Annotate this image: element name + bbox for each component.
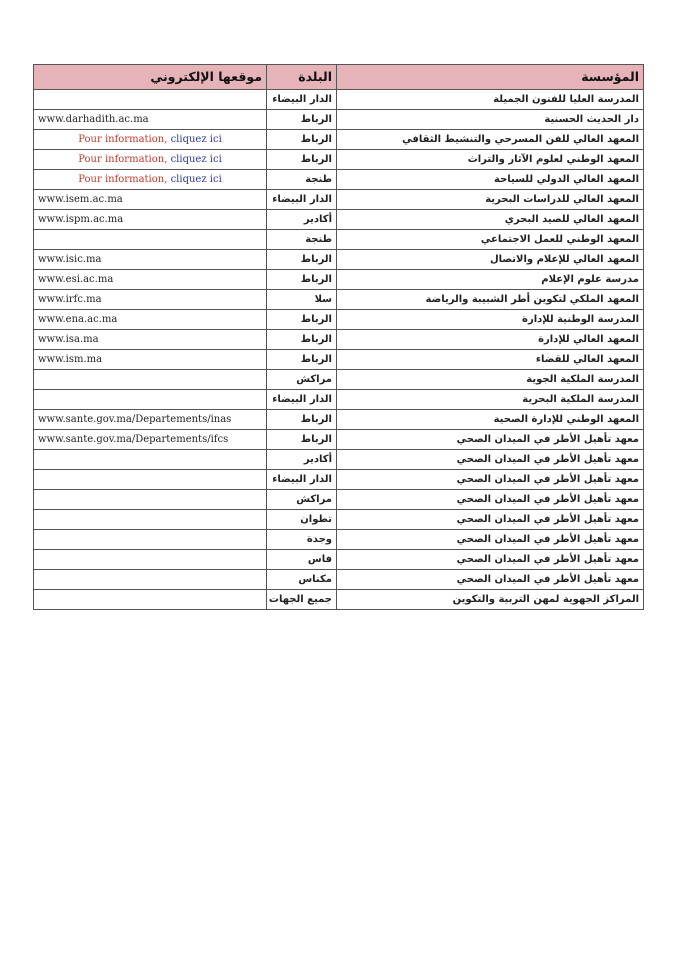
table-row — [34, 410, 644, 430]
institution-cell: المعهد العالي للصيد البحري — [337, 210, 644, 230]
institution-cell: المعهد العالي الدولي للسياحة — [337, 170, 644, 190]
table-row — [34, 470, 644, 490]
table-row — [34, 390, 644, 410]
institution-cell: دار الحديث الحسنية — [337, 110, 644, 130]
city-cell: مراكش — [267, 490, 337, 510]
website-cell: www.sante.gov.ma/Departements/inas — [34, 410, 267, 430]
website-cell — [34, 550, 267, 570]
city-cell: الرباط — [267, 430, 337, 450]
city-cell: أكادير — [267, 210, 337, 230]
table-row — [34, 490, 644, 510]
header-institution: المؤسسة — [337, 65, 644, 90]
header-city: البلدة — [267, 65, 337, 90]
city-cell: الرباط — [267, 130, 337, 150]
city-cell: سلا — [267, 290, 337, 310]
city-cell: الرباط — [267, 310, 337, 330]
city-cell: مراكش — [267, 370, 337, 390]
info-text: Pour information, — [78, 173, 168, 185]
table-row — [34, 330, 644, 350]
table-row — [34, 210, 644, 230]
city-cell: وجدة — [267, 530, 337, 550]
institution-cell: معهد تأهيل الأطر في الميدان الصحي — [337, 510, 644, 530]
table-row — [34, 150, 644, 170]
institution-cell: المدرسة الملكية البحرية — [337, 390, 644, 410]
table-row — [34, 90, 644, 110]
institution-cell: المعهد الوطني للعمل الاجتماعي — [337, 230, 644, 250]
table-row — [34, 310, 644, 330]
info-link[interactable]: cliquez ici — [170, 133, 222, 145]
city-cell: الدار البيضاء — [267, 90, 337, 110]
table-row — [34, 370, 644, 390]
institution-cell: معهد تأهيل الأطر في الميدان الصحي — [337, 470, 644, 490]
website-cell — [34, 530, 267, 550]
website-cell: www.isa.ma — [34, 330, 267, 350]
website-cell: www.sante.gov.ma/Departements/ifcs — [34, 430, 267, 450]
table-row — [34, 290, 644, 310]
city-cell: الرباط — [267, 270, 337, 290]
website-cell: www.ena.ac.ma — [34, 310, 267, 330]
institution-cell: المعهد العالي للدراسات البحرية — [337, 190, 644, 210]
table-row — [34, 530, 644, 550]
website-cell — [34, 470, 267, 490]
table-row — [34, 570, 644, 590]
institution-cell: معهد تأهيل الأطر في الميدان الصحي — [337, 570, 644, 590]
institution-cell: المعهد الوطني لعلوم الآثار والتراث — [337, 150, 644, 170]
table-row — [34, 550, 644, 570]
table-row — [34, 450, 644, 470]
table-row — [34, 130, 644, 150]
website-cell — [34, 370, 267, 390]
website-cell — [34, 90, 267, 110]
info-cell — [34, 130, 267, 150]
institution-cell: المعهد العالي للإعلام والاتصال — [337, 250, 644, 270]
table-row — [34, 510, 644, 530]
city-cell: طنجة — [267, 230, 337, 250]
institution-cell: المعهد العالي للفن المسرحي والتنشيط الثقافي — [337, 130, 644, 150]
table-row — [34, 350, 644, 370]
website-cell — [34, 490, 267, 510]
institution-cell: المدرسة الوطنية للإدارة — [337, 310, 644, 330]
table-row — [34, 250, 644, 270]
website-cell — [34, 390, 267, 410]
info-link[interactable]: cliquez ici — [170, 153, 222, 165]
institution-cell: معهد تأهيل الأطر في الميدان الصحي — [337, 490, 644, 510]
city-cell: الدار البيضاء — [267, 470, 337, 490]
city-cell: فاس — [267, 550, 337, 570]
table-row — [34, 230, 644, 250]
city-cell: مكناس — [267, 570, 337, 590]
website-cell — [34, 590, 267, 610]
institution-cell: المدرسة العليا للفنون الجميلة — [337, 90, 644, 110]
institution-cell: مدرسة علوم الإعلام — [337, 270, 644, 290]
website-cell: www.ispm.ac.ma — [34, 210, 267, 230]
website-cell: www.irfc.ma — [34, 290, 267, 310]
city-cell: طنجة — [267, 170, 337, 190]
table-row — [34, 170, 644, 190]
header-website: موقعها الإلكتروني — [34, 65, 267, 90]
website-cell — [34, 230, 267, 250]
city-cell: أكادير — [267, 450, 337, 470]
website-cell — [34, 570, 267, 590]
institution-cell: المعهد الوطني للإدارة الصحية — [337, 410, 644, 430]
city-cell: الدار البيضاء — [267, 190, 337, 210]
city-cell: جميع الجهات — [267, 590, 337, 610]
info-cell — [34, 150, 267, 170]
city-cell: الرباط — [267, 330, 337, 350]
table-row — [34, 270, 644, 290]
table-row — [34, 110, 644, 130]
website-cell: www.isic.ma — [34, 250, 267, 270]
city-cell: تطوان — [267, 510, 337, 530]
table-row — [34, 590, 644, 610]
website-cell — [34, 450, 267, 470]
city-cell: الرباط — [267, 150, 337, 170]
website-cell — [34, 510, 267, 530]
institution-cell: معهد تأهيل الأطر في الميدان الصحي — [337, 430, 644, 450]
website-cell: www.darhadith.ac.ma — [34, 110, 267, 130]
info-text: Pour information, — [78, 153, 168, 165]
institution-cell: المدرسة الملكية الجوية — [337, 370, 644, 390]
info-cell — [34, 170, 267, 190]
institutions-table — [33, 64, 644, 610]
website-cell: www.ism.ma — [34, 350, 267, 370]
table-body — [34, 90, 644, 610]
table-row — [34, 430, 644, 450]
website-cell: www.esi.ac.ma — [34, 270, 267, 290]
city-cell: الرباط — [267, 250, 337, 270]
institution-cell: معهد تأهيل الأطر في الميدان الصحي — [337, 550, 644, 570]
table-row — [34, 190, 644, 210]
institution-cell: المراكز الجهوية لمهن التربية والتكوين — [337, 590, 644, 610]
city-cell: الرباط — [267, 410, 337, 430]
institution-cell: معهد تأهيل الأطر في الميدان الصحي — [337, 450, 644, 470]
institution-cell: المعهد العالي للقضاء — [337, 350, 644, 370]
city-cell: الدار البيضاء — [267, 390, 337, 410]
header-row — [34, 65, 644, 90]
city-cell: الرباط — [267, 350, 337, 370]
institution-cell: المعهد العالي للإدارة — [337, 330, 644, 350]
info-text: Pour information, — [78, 133, 168, 145]
website-cell: www.isem.ac.ma — [34, 190, 267, 210]
institution-cell: المعهد الملكي لتكوين أطر الشبيبة والرياضة — [337, 290, 644, 310]
city-cell: الرباط — [267, 110, 337, 130]
info-link[interactable]: cliquez ici — [170, 173, 222, 185]
institution-cell: معهد تأهيل الأطر في الميدان الصحي — [337, 530, 644, 550]
